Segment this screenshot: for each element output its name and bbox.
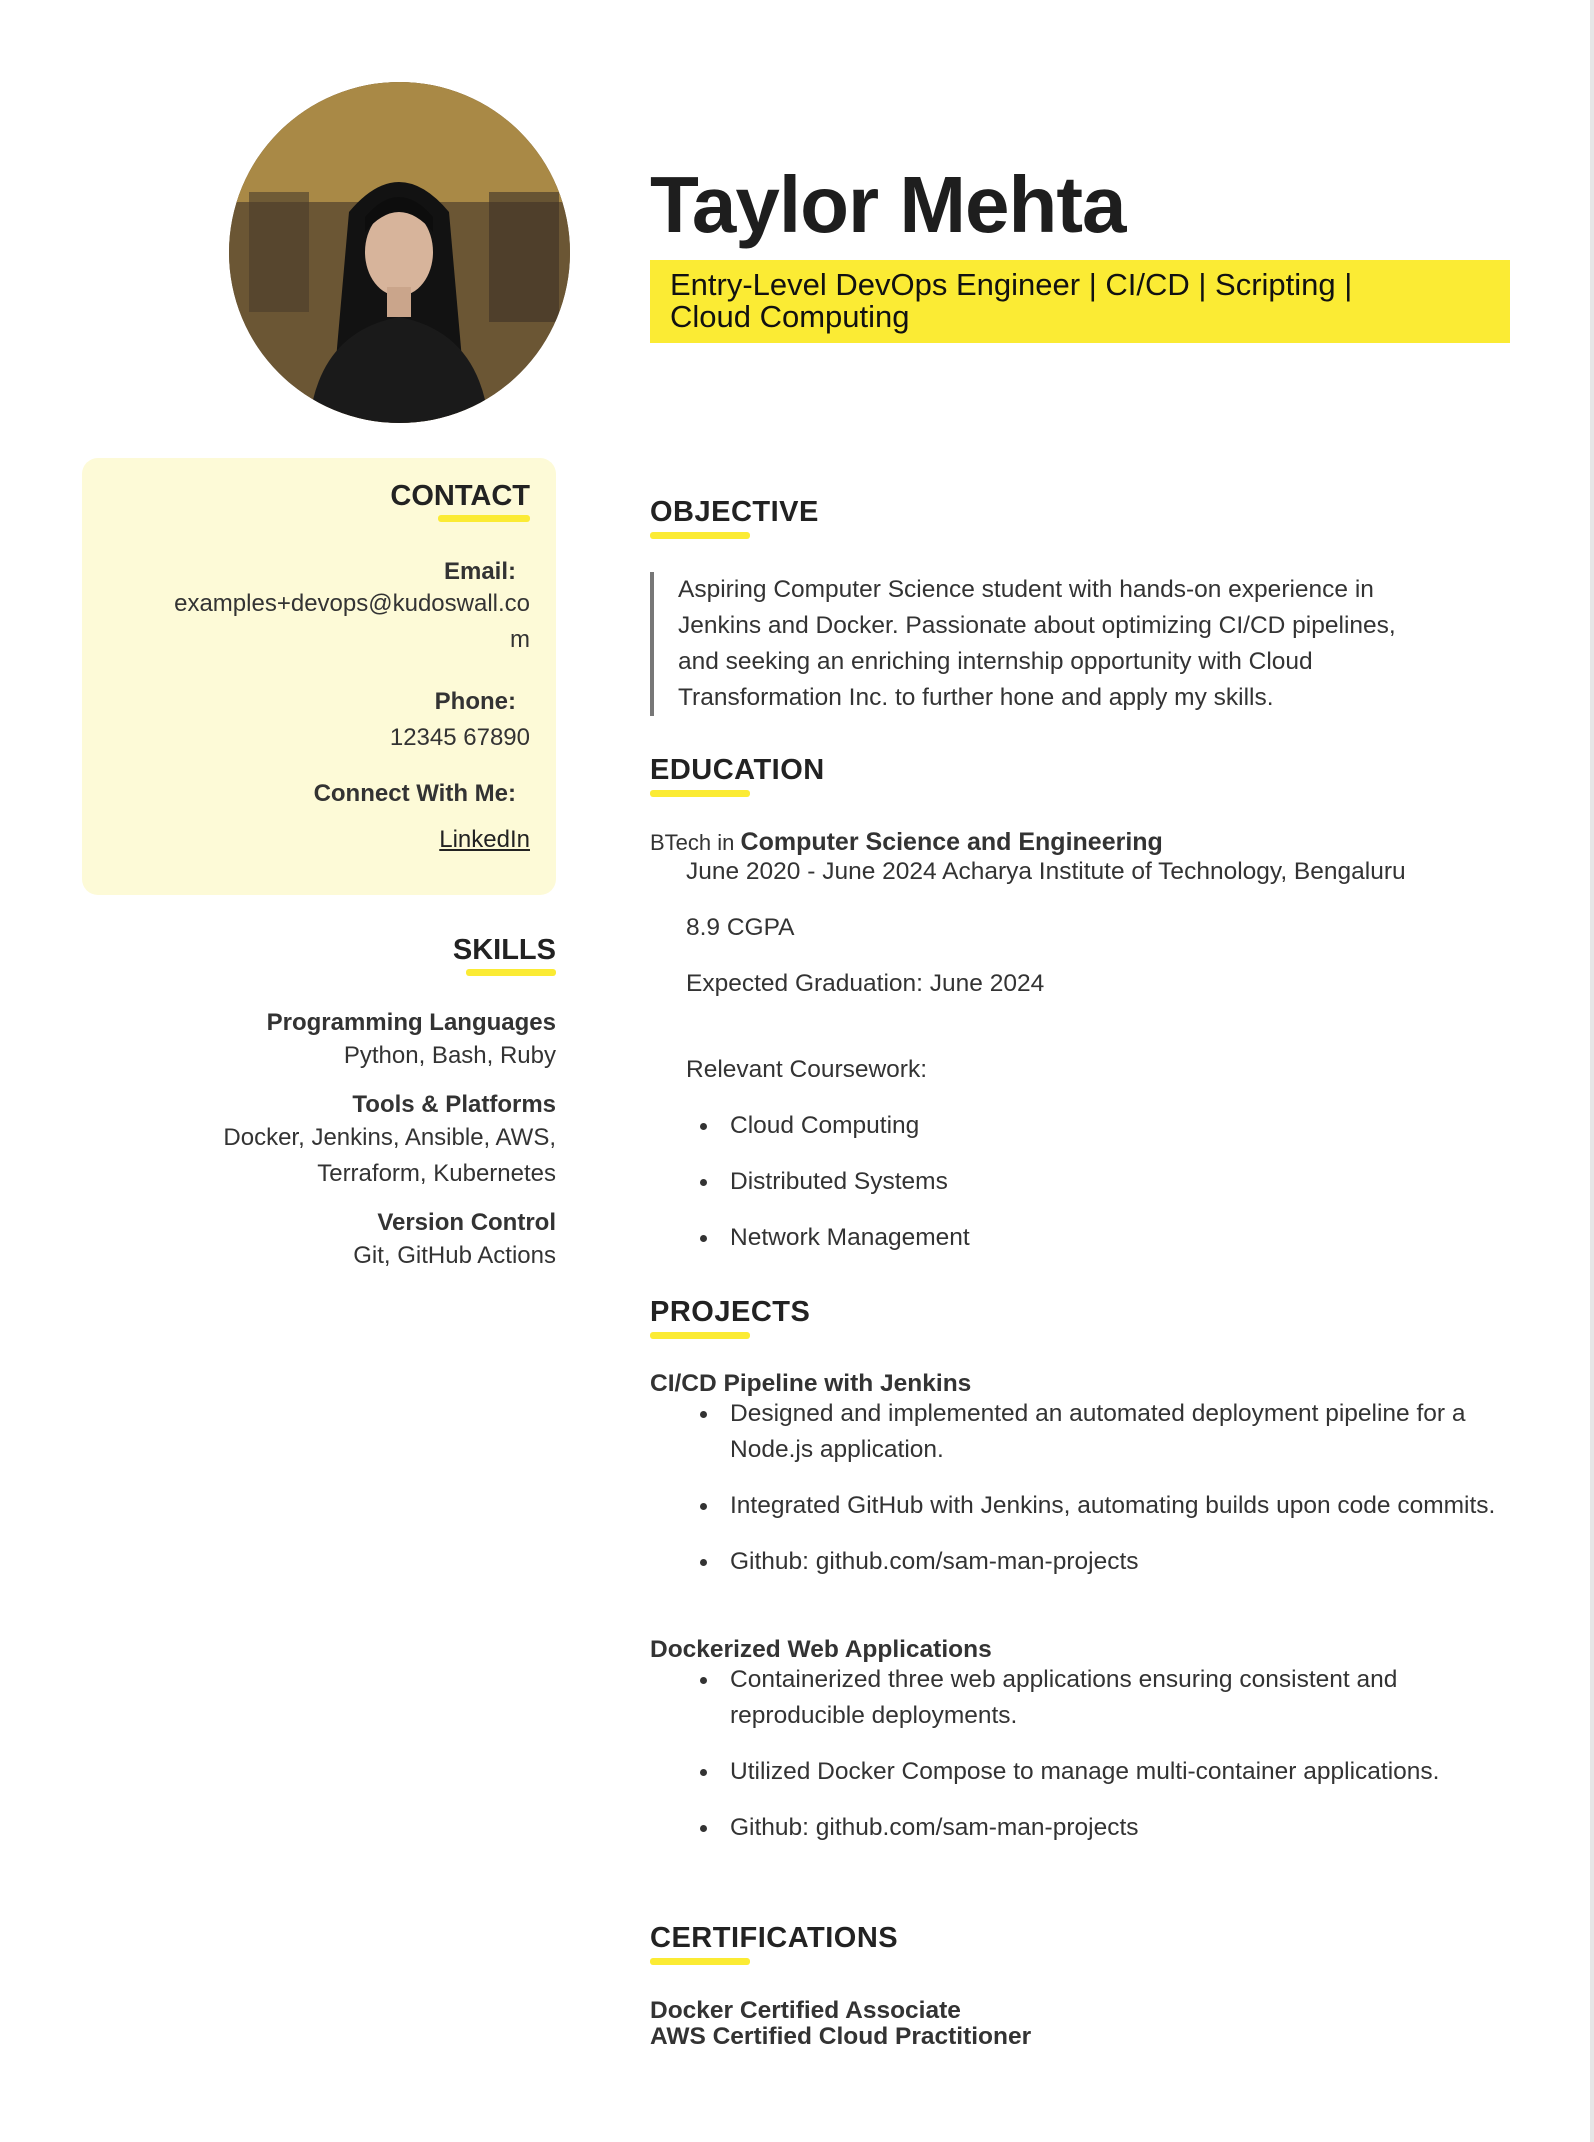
headline [670,269,1430,333]
candidate-name: Taylor Mehta [650,160,1126,249]
certifications-heading-underline [650,1958,750,1965]
project-bullets [686,1396,1516,1580]
contact-heading: CONTACT [390,480,530,512]
degree-field: Computer Science and Engineering [740,828,1163,856]
skill-name: Tools & Platforms [352,1091,556,1118]
skill-value: Python, Bash, Ruby [343,1042,556,1069]
coursework-list [686,1108,1516,1256]
title-banner [650,260,1510,343]
objective-line: and seeking an enriching internship opportunity with Cloud [678,648,1313,675]
certification-item: AWS Certified Cloud Practitioner [650,2023,1032,2050]
objective-heading: OBJECTIVE [650,496,819,528]
education-heading: EDUCATION [650,754,825,786]
phone-label: Phone: [434,688,516,715]
headline-line: Entry-Level DevOps Engineer | CI/CD | Scripting | [670,267,1353,302]
email-line: m [510,626,530,653]
skills-heading: SKILLS [452,934,556,966]
headline-line: Cloud Computing [670,299,910,334]
project-title: Dockerized Web Applications [650,1636,992,1663]
list-item: Network Management [686,1220,1516,1256]
phone-value: 12345 67890 [389,724,530,751]
skill-group [136,1008,556,1074]
education-graduation: Expected Graduation: June 2024 [686,970,1045,997]
connect-label: Connect With Me: [313,780,516,807]
contact-card [82,458,556,895]
objective-text [678,572,1508,716]
objective-line: Aspiring Computer Science student with hands-on experience in [678,576,1374,603]
list-item: Github: github.com/sam-man-projects [686,1810,1516,1846]
skill-group [136,1090,556,1192]
list-item: Cloud Computing [686,1108,1516,1144]
list-item: Utilized Docker Compose to manage multi-container applications. [686,1754,1516,1790]
skill-value: Terraform, Kubernetes [317,1160,556,1187]
objective-line: Jenkins and Docker. Passionate about optimizing CI/CD pipelines, [678,612,1396,639]
objective-heading-underline [650,532,750,539]
education-gpa: 8.9 CGPA [686,914,795,941]
certifications-heading: CERTIFICATIONS [650,1922,899,1954]
list-item: Containerized three web applications ensuring consistent and reproducible deployments. [686,1662,1516,1734]
certification-item: Docker Certified Associate [650,1997,961,2024]
email-value[interactable] [110,586,530,658]
skill-name: Version Control [377,1209,556,1236]
skill-group [136,1208,556,1274]
linkedin-link[interactable]: LinkedIn [439,826,530,853]
skills-heading-underline [466,969,556,976]
project-title: CI/CD Pipeline with Jenkins [650,1370,972,1397]
profile-photo [229,82,570,423]
degree [650,828,1163,857]
objective-block [650,572,1514,716]
email-label: Email: [443,558,516,585]
education-heading-underline [650,790,750,797]
list-item: Github: github.com/sam-man-projects [686,1544,1516,1580]
coursework-label: Relevant Coursework: [686,1056,928,1083]
list-item: Designed and implemented an automated deployment pipeline for a Node.js application. [686,1396,1516,1468]
projects-heading: PROJECTS [650,1296,811,1328]
contact-heading-underline [438,515,530,522]
list-item: Distributed Systems [686,1164,1516,1200]
email-line: examples+devops@kudoswall.co [174,590,530,617]
page-edge [1590,0,1594,2142]
skill-value: Git, GitHub Actions [353,1242,556,1269]
project-bullets [686,1662,1516,1846]
degree-prefix: BTech in [650,830,735,855]
skill-value: Docker, Jenkins, Ansible, AWS, [223,1124,556,1151]
projects-heading-underline [650,1332,750,1339]
list-item: Integrated GitHub with Jenkins, automating builds upon code commits. [686,1488,1516,1524]
education-dates-school: June 2020 - June 2024 Acharya Institute of Technology, Bengaluru [686,858,1406,885]
objective-line: Transformation Inc. to further hone and apply my skills. [678,684,1274,711]
skill-name: Programming Languages [266,1009,556,1036]
